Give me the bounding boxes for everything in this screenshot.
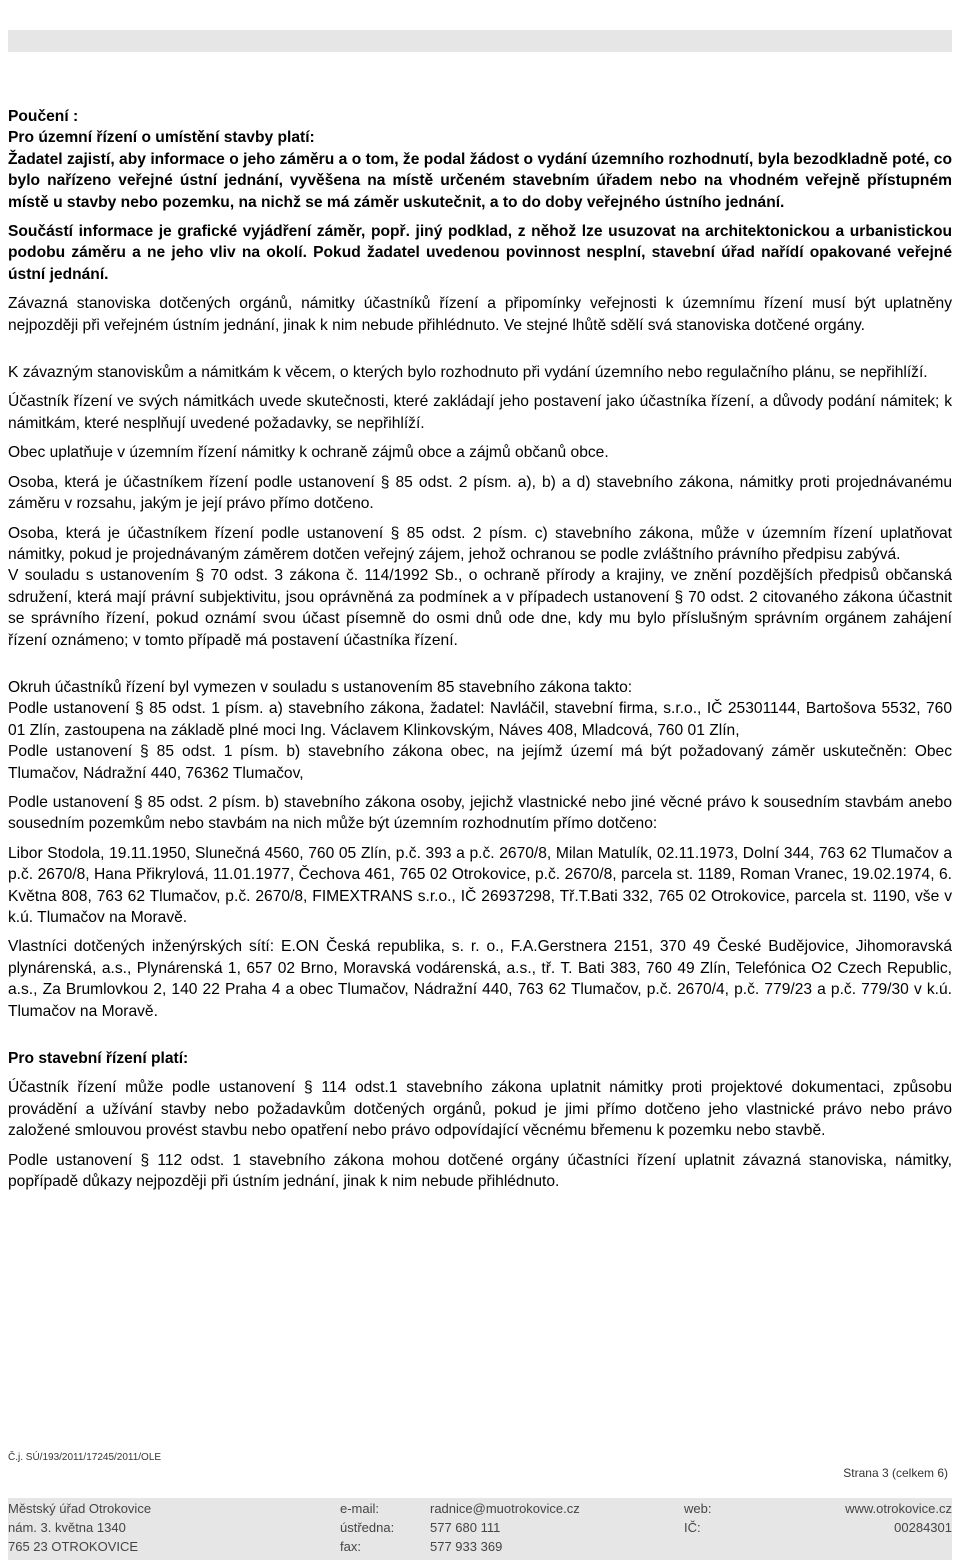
paragraph: Podle ustanovení § 85 odst. 1 písm. a) stavebního zákona, žadatel: Navláčil, stavební firma, s.r.o., IČ 25301144, Bartošova 5532, 760 01 Zlín, zastoupena na základě plné moci Ing. Václavem Klinkovským, Náves 408, Mladcová, 760 01 Zlín, (8, 700, 952, 739)
document-body (8, 106, 952, 1192)
paragraph: Vlastníci dotčených inženýrských sítí: E.ON Česká republika, s. r. o., F.A.Gerstnera 2151, 370 49 České Budějovice, Jihomoravská plynárenská, a.s., Plynárenská 1, 657 02 Brno, Moravská vodárenská, a.s., tř. T. Bati 383, 760 49 Zlín, Telefónica O2 Czech Republic, a.s., Za Brumlovkou 2, 140 22 Praha 4 a obec Tlumačov, Nádražní 440, 763 62 Tlumačov, p.č. 2670/4, p.č. 779/23 a p.č. 779/30 v k.ú. Tlumačov na Moravě. (8, 938, 952, 1020)
paragraph: Okruh účastníků řízení byl vymezen v souladu s ustanovením 85 stavebního zákona takto: (8, 678, 633, 696)
reference-number: Č.j. SÚ/193/2011/17245/2011/OLE (8, 1452, 162, 1463)
paragraph: Účastník řízení může podle ustanovení § 114 odst.1 stavebního zákona uplatnit námitky proti projektové dokumentaci, způsobu provádění a užívání stavby nebo požadavkům dotčených orgánů, pokud je jimi přímo dotčeno jeho vlastnické právo nebo právo založené smlouvou provést stavbu nebo opatření nebo právo odpovídající věcnému břemenu k pozemku nebo stavbě. (8, 1079, 952, 1140)
footer-ic: 00284301 (894, 1520, 952, 1535)
footer-web-label: web: (684, 1501, 712, 1516)
paragraph: K závazným stanoviskům a námitkám k věcem, o kterých bylo rozhodnuto při vydání územního nebo regulačního plánu, se nepřihlíží. (8, 364, 928, 382)
bold-paragraph: Poučení : (8, 108, 79, 125)
footer-phone: 577 680 111 (430, 1520, 501, 1535)
paragraph: V souladu s ustanovením § 70 odst. 3 zákona č. 114/1992 Sb., o ochraně přírody a krajiny, ve znění pozdějších předpisů občanská sdružení, která mají právní subjektivitu, jsou oprávněná za podmínek a v případech ustanovení § 70 odst. 2 citovaného zákona účastnit se správního řízení, pokud oznámí svou účast písemně do osmi dnů ode dne, kdy mu bylo příslušným správním orgánem zahájení řízení oznámeno; v tomto případě má postavení účastníka řízení. (8, 567, 952, 649)
paragraph: Závazná stanoviska dotčených orgánů, námitky účastníků řízení a připomínky veřejnosti k územnímu řízení musí být uplatněny nejpozději při veřejném ústním jednání, jinak k nim nebude přihlédnuto. Ve stejné lhůtě sdělí svá stanoviska dotčené orgány. (8, 295, 952, 334)
bold-paragraph: Součástí informace je grafické vyjádření záměr, popř. jiný podklad, z něhož lze usuzovat na architektonickou a urbanistickou podobu záměru a ne jeho vliv na okolí. Pokud žadatel uvedenou povinnost nesplní, stavební úřad nařídí opakované veřejné ústní jednání. (8, 223, 952, 283)
bold-paragraph: Žadatel zajistí, aby informace o jeho záměru a o tom, že podal žádost o vydání územního rozhodnutí, byla bezodkladně poté, co bylo nařízeno veřejné ústní jednání, vyvěšena na místě určeném stavebním úřadem nebo na vhodném veřejně přístupném místě u stavby nebo pozemku, na nichž se má záměr uskutečnit, a to do doby veřejného ústního jednání. (8, 150, 952, 211)
footer-fax: 577 933 369 (430, 1539, 503, 1554)
footer-phone-label: ústředna: (340, 1520, 395, 1535)
paragraph: Podle ustanovení § 85 odst. 1 písm. b) stavebního zákona obec, na jejímž území má být požadovaný záměr uskutečněn: Obec Tlumačov, Nádražní 440, 76362 Tlumačov, (8, 743, 952, 782)
paragraph: Podle ustanovení § 112 odst. 1 stavebního zákona mohou dotčené orgány účastníci řízení uplatnit závazná stanoviska, námitky, popřípadě důkazy nejpozději při ústním jednání, jinak k nim nebude přihlédnuto. (8, 1151, 952, 1191)
footer-email[interactable]: radnice@muotrokovice.cz (430, 1501, 580, 1516)
footer-web[interactable]: www.otrokovice.cz (845, 1501, 952, 1516)
footer-ic-label: IČ: (684, 1520, 701, 1535)
bold-paragraph: Pro územní řízení o umístění stavby platí: (8, 129, 315, 147)
footer-city: 765 23 OTROKOVICE (8, 1539, 139, 1554)
paragraph: Libor Stodola, 19.11.1950, Slunečná 4560, 760 05 Zlín, p.č. 393 a p.č. 2670/8, Milan Matulík, 02.11.1973, Dolní 344, 763 62 Tlumačov a p.č. 2670/8, Hana Přikrylová, 11.01.1977, Čechova 461, 765 02 Otrokovice, p.č. 2670/8, parcela st. 1189, Roman Vranec, 19.02.1974, 6. Května 808, 763 62 Tlumačov, p.č. 2670/8, FIMEXTRANS s.r.o., IČ 26937298, Tř.T.Bati 332, 765 02 Otrokovice, parcela st. 1190, vše v k.ú. Tlumačov na Moravě. (8, 844, 952, 926)
bold-paragraph: Pro stavební řízení platí: (8, 1050, 189, 1068)
paragraph: Osoba, která je účastníkem řízení podle ustanovení § 85 odst. 2 písm. c) stavebního zákona, může v územním řízení uplatňovat námitky, pokud je projednávaným záměrem dotčen veřejný zájem, jehož ochranou se podle zvláštního právního předpisu zabývá. (8, 524, 952, 563)
paragraph: Podle ustanovení § 85 odst. 2 písm. b) stavebního zákona osoby, jejichž vlastnické nebo jiné věcné právo k sousedním stavbám anebo sousedním pozemkům nebo stavbám na nich může být územním rozhodnutím přímo dotčeno: (8, 793, 952, 833)
footer-street: nám. 3. května 1340 (8, 1520, 126, 1535)
paragraph: Účastník řízení ve svých námitkách uvede skutečnosti, které zakládají jeho postavení jako účastníka řízení, a důvody podání námitek; k námitkám, které nesplňují uvedené požadavky, se nepřihlíží. (8, 393, 952, 432)
footer-fax-label: fax: (340, 1539, 361, 1554)
header-bar (8, 30, 952, 52)
paragraph: Osoba, která je účastníkem řízení podle ustanovení § 85 odst. 2 písm. a), b) a d) stavebního zákona, námitky proti projednávanému záměru v rozsahu, jakým je její právo přímo dotčeno. (8, 473, 952, 513)
paragraph: Obec uplatňuje v územním řízení námitky k ochraně zájmů obce a zájmů občanů obce. (8, 444, 609, 462)
footer (8, 1498, 952, 1560)
footer-email-label: e-mail: (340, 1501, 380, 1516)
footer-office: Městský úřad Otrokovice (8, 1501, 152, 1516)
page-number: Strana 3 (celkem 6) (843, 1466, 948, 1480)
